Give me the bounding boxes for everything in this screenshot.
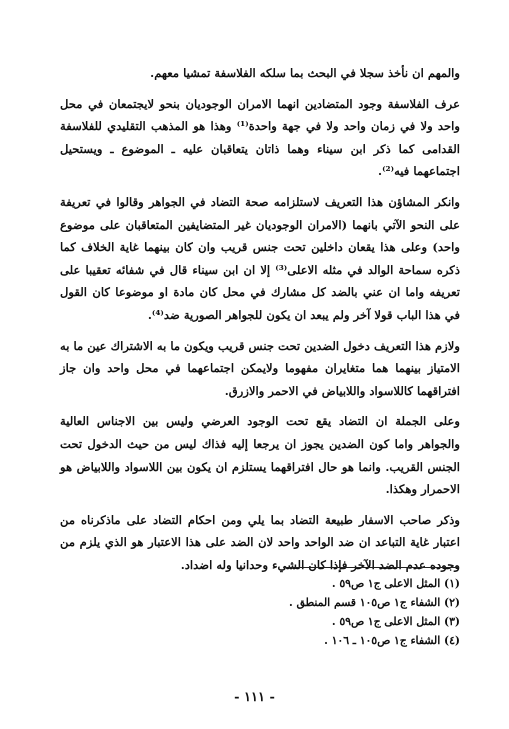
paragraph-4: ولازم هذا التعريف دخول الضدين تحت جنس قريب ويكون ما به الاشتراك عين ما به الامتياز بينهما هما متغايران مفهوما ولايمكن اجتماعهما في محل واحد وان جاز افتراقهما كاللاسواد واللابياض في الاحمر والازرق. <box>60 338 460 398</box>
footnote-separator <box>285 567 459 568</box>
footnote-2: (٢) الشفاء ج١ ص١٠٥ قسم المنطق . <box>289 596 460 609</box>
footnote-1: (١) المثل الاعلى ج١ ص٥٩ . <box>331 577 460 590</box>
paragraph-5: وعلى الجملة ان التضاد يقع تحت الوجود العرضي وليس بين الاجناس العالية والجواهر واما كون الضدين يجوز ان يرجعا إليه فذاك ليس من حيث الدخول تحت الجنس القريب. وانما هو حال افتراقهما يستلزم ان يكون بين اللاسواد واللابياض هو الاحمرار وهكذا. <box>60 414 460 497</box>
page-number: - ١١١ - <box>234 690 275 705</box>
paragraph-2: عرف الفلاسفة وجود المتضادين انهما الامران الوجوديان بنحو لايجتمعان في محل واحد ولا في زمان واحد ولا في جهة واحدة⁽¹⁾ وهذا هو المذهب التقليدي للفلاسفة القدامى كما ذكر ابن سيناء وهما ذاتان يتعاقبان عليه ـ الموضوع ـ ويستحيل اجتماعهما فيه⁽²⁾. <box>60 96 460 179</box>
footnote-4: (٤) الشفاء ج١ ص١٠٥ ـ ١٠٦ . <box>324 634 460 647</box>
paragraph-6: وذكر صاحب الاسفار طبيعة التضاد بما يلي ومن احكام التضاد على ماذكرناه من اعتبار غاية التباعد ان ضد الواحد واحد لان الضد على هذا الاعتبار هو الذي يلزم من وجوده عدم الضد الآخر فإذا كان الشيء وحدانيا وله اضداد. <box>60 512 460 572</box>
paragraph-1: والمهم ان نأخذ سجلا في البحث بما سلكه الفلاسفة تمشيا معهم. <box>150 66 460 80</box>
footnote-3: (٣) المثل الاعلى ج١ ص٥٩ . <box>331 615 460 628</box>
paragraph-3: وانكر المشاؤن هذا التعريف لاستلزامه صحة التضاد في الجواهر وقالوا في تعريفة على النحو الآتي بانهما (الامران الوجوديان غير المتضايفين المتعاقبان على موضوع واحد) وعلى هذا يقعان داخلين تحت جنس قريب وان كان بينهما غاية الخلاف كما ذكره سماحة الوالد في مثله الاعلى⁽³⁾ إلا ان ابن سيناء قال في شفائه تعقيبا على تعريفه واما ان عني بالضد كل مشارك في محل كان مادة او موضوعا كان القول في هذا الباب قولا آخر ولم يبعد ان يكون للجواهر الصورية ضد⁽⁴⁾. <box>60 194 460 322</box>
footnotes <box>60 574 460 650</box>
body-text <box>60 62 460 576</box>
